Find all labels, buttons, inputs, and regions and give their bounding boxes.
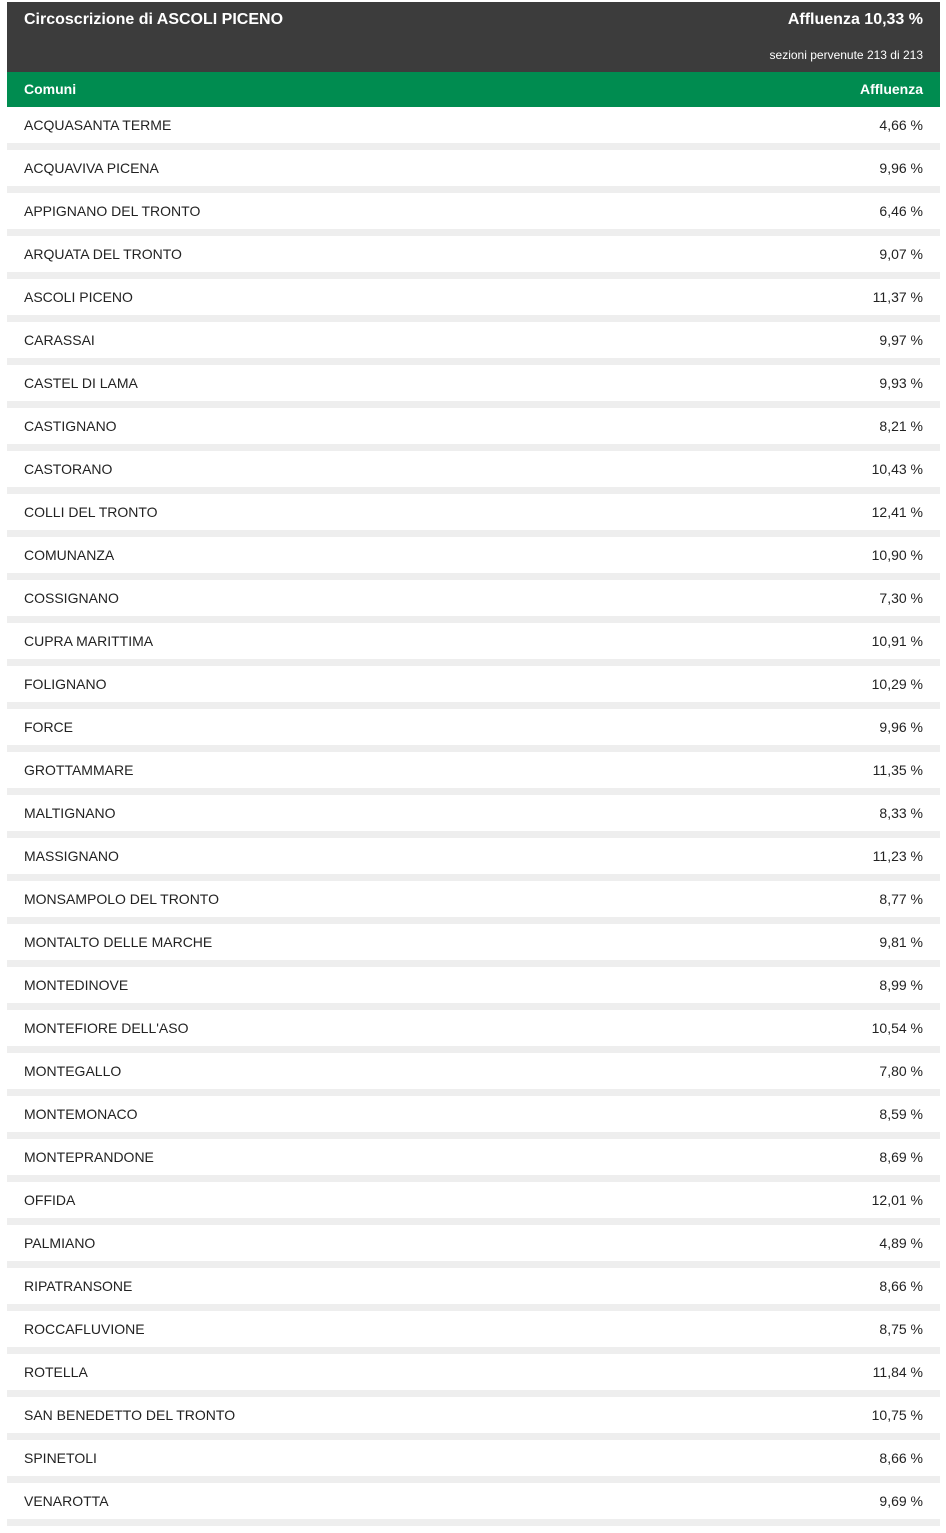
table-row: [7, 838, 940, 881]
turnout-value: 7,30 %: [879, 590, 923, 606]
table-row: [7, 1311, 940, 1354]
municipality-name: VENAROTTA: [24, 1493, 109, 1509]
turnout-value: 8,59 %: [879, 1106, 923, 1122]
turnout-value: 8,77 %: [879, 891, 923, 907]
turnout-value: 8,21 %: [879, 418, 923, 434]
table-row: [7, 623, 940, 666]
table-row: [7, 666, 940, 709]
table-row: [7, 1010, 940, 1053]
municipality-name: CARASSAI: [24, 332, 95, 348]
turnout-value: 9,81 %: [879, 934, 923, 950]
turnout-value: 8,33 %: [879, 805, 923, 821]
table-row: [7, 881, 940, 924]
panel-title: Circoscrizione di ASCOLI PICENO: [24, 11, 284, 28]
turnout-value: 4,89 %: [879, 1235, 923, 1251]
turnout-value: 7,80 %: [879, 1063, 923, 1079]
turnout-value: 10,29 %: [871, 676, 923, 692]
table-row: [7, 494, 940, 537]
turnout-value: 8,66 %: [879, 1278, 923, 1294]
table-header: [7, 72, 940, 107]
turnout-value: 10,90 %: [871, 547, 923, 563]
municipality-name: MALTIGNANO: [24, 805, 116, 821]
turnout-value: 12,01 %: [871, 1192, 923, 1208]
municipality-name: SAN BENEDETTO DEL TRONTO: [24, 1407, 236, 1423]
municipality-name: APPIGNANO DEL TRONTO: [24, 203, 201, 219]
table-row: [7, 1354, 940, 1397]
column-header-comuni: Comuni: [24, 81, 77, 97]
table-row: [7, 537, 940, 580]
turnout-value: 12,41 %: [871, 504, 923, 520]
table-row: [7, 408, 940, 451]
turnout-value: 11,84 %: [872, 1364, 923, 1380]
table-row: [7, 924, 940, 967]
municipality-name: COSSIGNANO: [24, 590, 119, 606]
turnout-value: 4,66 %: [879, 117, 923, 133]
sections-reported: sezioni pervenute 213 di 213: [769, 48, 923, 62]
turnout-value: 9,97 %: [879, 332, 923, 348]
municipality-name: ROTELLA: [24, 1364, 88, 1380]
municipality-name: MONTEGALLO: [24, 1063, 122, 1079]
turnout-value: 9,07 %: [879, 246, 923, 262]
turnout-value: 9,96 %: [879, 160, 923, 176]
municipality-name: SPINETOLI: [24, 1450, 97, 1466]
table-row: [7, 365, 940, 408]
turnout-value: 11,37 %: [872, 289, 923, 305]
turnout-value: 10,43 %: [871, 461, 923, 477]
turnout-panel: [7, 2, 940, 1526]
turnout-value: 11,35 %: [872, 762, 923, 778]
table-row: [7, 1053, 940, 1096]
total-turnout: Affluenza 10,33 %: [787, 11, 923, 28]
turnout-value: 10,75 %: [871, 1407, 923, 1423]
table-row: [7, 1440, 940, 1483]
table-row: [7, 1225, 940, 1268]
municipality-name: CASTORANO: [24, 461, 113, 477]
municipality-name: CASTIGNANO: [24, 418, 117, 434]
turnout-value: 8,69 %: [879, 1149, 923, 1165]
municipality-name: ROCCAFLUVIONE: [24, 1321, 145, 1337]
municipality-name: CASTEL DI LAMA: [24, 375, 138, 391]
table-row: [7, 1096, 940, 1139]
table-row: [7, 107, 940, 150]
turnout-value: 10,91 %: [871, 633, 923, 649]
municipality-name: RIPATRANSONE: [24, 1278, 133, 1294]
turnout-value: 8,75 %: [879, 1321, 923, 1337]
table-row: [7, 150, 940, 193]
municipality-name: PALMIANO: [24, 1235, 96, 1251]
table-row: [7, 709, 940, 752]
table-row: [7, 967, 940, 1010]
turnout-value: 10,54 %: [871, 1020, 923, 1036]
municipality-name: OFFIDA: [24, 1192, 76, 1208]
municipality-name: CUPRA MARITTIMA: [24, 633, 154, 649]
municipality-name: FORCE: [24, 719, 73, 735]
municipality-name: MONSAMPOLO DEL TRONTO: [24, 891, 219, 907]
table-row: [7, 279, 940, 322]
turnout-value: 9,93 %: [879, 375, 923, 391]
municipality-name: MONTALTO DELLE MARCHE: [24, 934, 213, 950]
municipality-name: MONTEDINOVE: [24, 977, 129, 993]
turnout-value: 6,46 %: [879, 203, 923, 219]
municipality-name: ARQUATA DEL TRONTO: [24, 246, 182, 262]
turnout-value: 8,66 %: [879, 1450, 923, 1466]
municipality-name: MONTEMONACO: [24, 1106, 138, 1122]
municipality-name: MONTEFIORE DELL'ASO: [24, 1020, 189, 1036]
table-row: [7, 795, 940, 838]
municipality-name: MASSIGNANO: [24, 848, 119, 864]
municipality-name: ACQUASANTA TERME: [24, 117, 172, 133]
municipality-name: MONTEPRANDONE: [24, 1149, 154, 1165]
table-row: [7, 1483, 940, 1526]
municipality-name: COLLI DEL TRONTO: [24, 504, 158, 520]
table-row: [7, 451, 940, 494]
table-row: [7, 1182, 940, 1225]
turnout-value: 9,69 %: [879, 1493, 923, 1509]
municipality-name: FOLIGNANO: [24, 676, 107, 692]
table-row: [7, 322, 940, 365]
table-row: [7, 1397, 940, 1440]
municipality-name: ASCOLI PICENO: [24, 289, 133, 305]
municipality-name: COMUNANZA: [24, 547, 115, 563]
turnout-value: 11,23 %: [872, 848, 923, 864]
panel-header: [7, 2, 940, 72]
table-row: [7, 236, 940, 279]
municipality-list: [7, 107, 940, 1526]
municipality-name: GROTTAMMARE: [24, 762, 134, 778]
table-row: [7, 1139, 940, 1182]
municipality-name: ACQUAVIVA PICENA: [24, 160, 159, 176]
column-header-affluenza: Affluenza: [860, 81, 923, 97]
table-row: [7, 752, 940, 795]
table-row: [7, 193, 940, 236]
table-row: [7, 580, 940, 623]
turnout-value: 9,96 %: [879, 719, 923, 735]
table-row: [7, 1268, 940, 1311]
turnout-value: 8,99 %: [879, 977, 923, 993]
